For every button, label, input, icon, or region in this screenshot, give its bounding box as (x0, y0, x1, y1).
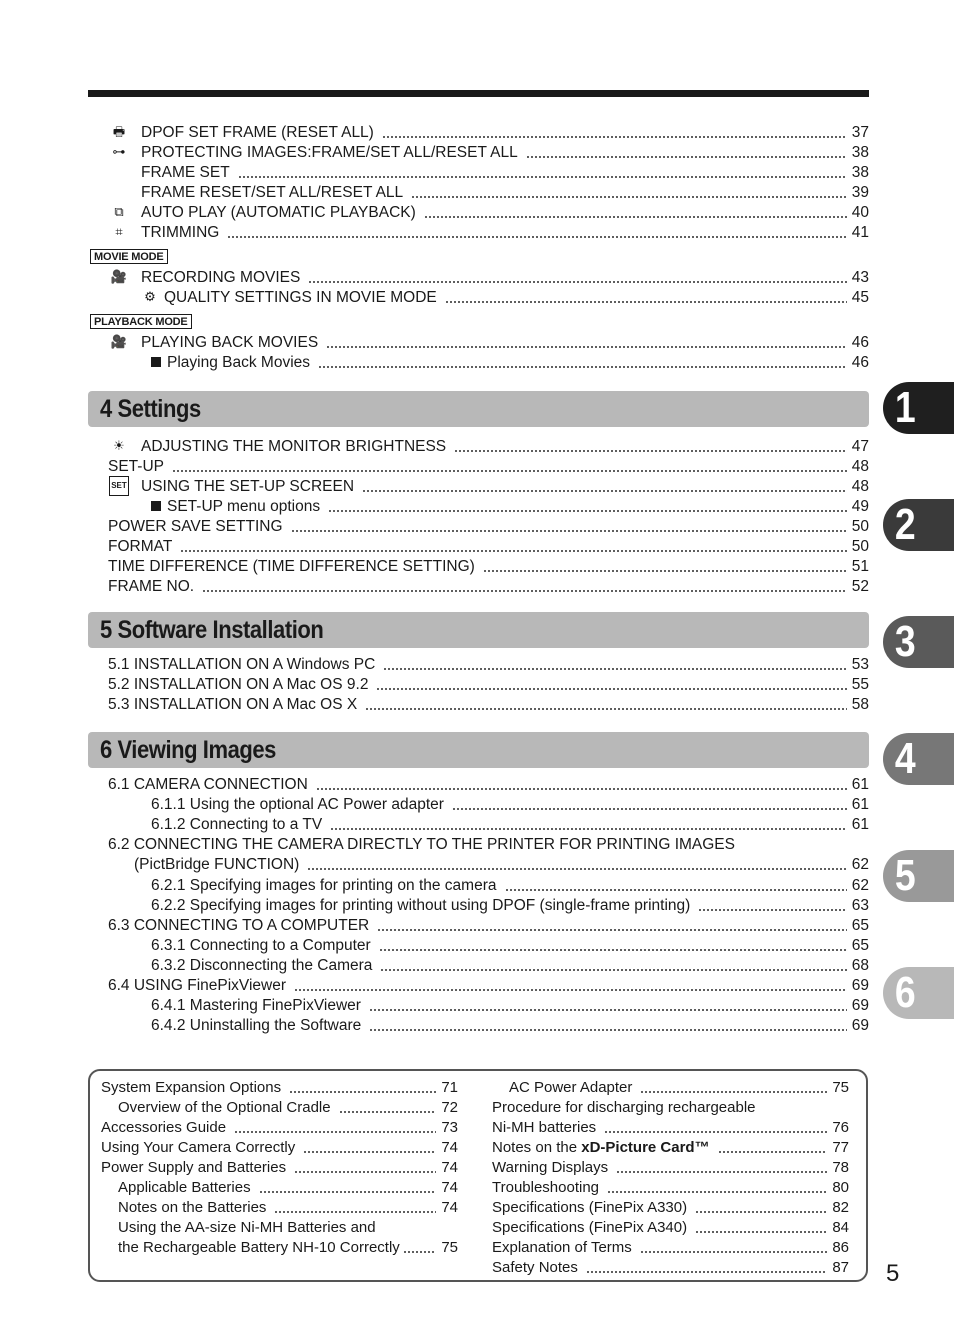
toc-entry[interactable]: 6.4 USING FinePixViewer 69 (108, 977, 869, 994)
toc-entry[interactable]: POWER SAVE SETTING 50 (108, 518, 869, 535)
toc-entry[interactable]: Using Your Camera Correctly 74 (101, 1139, 458, 1156)
quality-settings-icon: ⚙ (144, 289, 156, 304)
toc-entry[interactable]: FRAME NO. 52 (108, 578, 869, 595)
toc-entry[interactable]: ⊶ PROTECTING IMAGES:FRAME/SET ALL/RESET ALL 38 (141, 142, 869, 162)
playback-mode-tag: PLAYBACK MODE (90, 314, 192, 329)
toc-entry[interactable]: Specifications (FinePix A340) 84 (492, 1219, 849, 1236)
section-5-heading: 5 Software Installation (88, 612, 869, 648)
toc-entry[interactable]: 6.4.1 Mastering FinePixViewer 69 (151, 997, 869, 1014)
toc-entry[interactable]: Notes on the xD-Picture Card™ 77 (492, 1139, 849, 1156)
toc-entry[interactable]: Warning Displays 78 (492, 1159, 849, 1176)
toc-entry[interactable]: 5.2 INSTALLATION ON A Mac OS 9.2 55 (108, 676, 869, 693)
toc-entry[interactable]: 6.1.1 Using the optional AC Power adapter 61 (151, 796, 869, 813)
set-icon: SET (109, 478, 129, 494)
toc-entry[interactable]: 6.3 CONNECTING TO A COMPUTER 65 (108, 917, 869, 934)
toc-entry[interactable]: 6.1.2 Connecting to a TV 61 (151, 816, 869, 833)
toc-entry[interactable]: System Expansion Options 71 (101, 1079, 458, 1096)
chapter-tab-2[interactable]: 2 (883, 499, 954, 551)
toc-entry[interactable]: Power Supply and Batteries 74 (101, 1159, 458, 1176)
toc-entry[interactable]: 6.1 CAMERA CONNECTION 61 (108, 776, 869, 793)
chapter-tab-3[interactable]: 3 (883, 616, 954, 668)
section-4-heading: 4 Settings (88, 391, 869, 427)
toc-entry[interactable]: (PictBridge FUNCTION) 62 (134, 856, 869, 873)
toc-entry[interactable]: 🖶 DPOF SET FRAME (RESET ALL) 37 (141, 122, 869, 142)
toc-entry[interactable]: 6.3.2 Disconnecting the Camera 68 (151, 957, 869, 974)
toc-entry[interactable]: Ni-MH batteries 76 (492, 1119, 849, 1136)
toc-entry[interactable]: ⚙ QUALITY SETTINGS IN MOVIE MODE 45 (164, 287, 869, 307)
toc-entry[interactable]: the Rechargeable Battery NH-10 Correctly 75 (118, 1239, 458, 1256)
trimming-icon: ⌗ (115, 224, 123, 239)
print-icon: 🖶 (112, 124, 126, 139)
toc-entry[interactable]: 🎥 PLAYING BACK MOVIES 46 (110, 334, 869, 351)
toc-entry[interactable]: Notes on the Batteries 74 (118, 1199, 458, 1216)
key-icon: ⊶ (112, 144, 126, 159)
toc-entry[interactable]: 5.3 INSTALLATION ON A Mac OS X 58 (108, 696, 869, 713)
toc-entry[interactable]: ⧉ AUTO PLAY (AUTOMATIC PLAYBACK) 40 (141, 202, 869, 222)
toc-entry[interactable]: FORMAT 50 (108, 538, 869, 555)
toc-entry[interactable]: Troubleshooting 80 (492, 1179, 849, 1196)
toc-entry[interactable]: ☀ ADJUSTING THE MONITOR BRIGHTNESS 47 (141, 436, 869, 456)
toc-entry[interactable]: Explanation of Terms 86 (492, 1239, 849, 1256)
toc-entry[interactable]: 6.3.1 Connecting to a Computer 65 (151, 937, 869, 954)
toc-entry[interactable]: 🎥 RECORDING MOVIES 43 (110, 269, 869, 286)
toc-entry[interactable]: 6.2 CONNECTING THE CAMERA DIRECTLY TO THE PRINTER FOR PRINTING IMAGES (108, 836, 735, 853)
movie-mode-tag: MOVIE MODE (90, 249, 168, 264)
toc-entry[interactable]: 5.1 INSTALLATION ON A Windows PC 53 (108, 656, 869, 673)
toc-entry[interactable]: SET USING THE SET-UP SCREEN 48 (141, 476, 869, 496)
toc-entry[interactable]: Playing Back Movies 46 (151, 352, 869, 372)
toc-entry[interactable]: SET-UP menu options 49 (151, 496, 869, 516)
brightness-icon: ☀ (113, 438, 125, 453)
toc-entry[interactable]: AC Power Adapter 75 (509, 1079, 849, 1096)
chapter-tab-4[interactable]: 4 (883, 733, 954, 785)
square-bullet-icon (151, 357, 161, 367)
toc-entry[interactable]: SET-UP 48 (108, 458, 869, 475)
toc-entry[interactable]: 6.2.1 Specifying images for printing on the camera 62 (151, 877, 869, 894)
movie-icon: 🎥 (110, 269, 128, 284)
chapter-tab-5[interactable]: 5 (883, 850, 954, 902)
toc-entry[interactable]: Using the AA-size Ni-MH Batteries and (118, 1219, 376, 1236)
toc-entry[interactable]: 6.4.2 Uninstalling the Software 69 (151, 1017, 869, 1034)
chapter-tab-6[interactable]: 6 (883, 967, 954, 1019)
toc-entry[interactable]: Accessories Guide 73 (101, 1119, 458, 1136)
top-rule (88, 90, 869, 97)
toc-entry[interactable]: ⌗ TRIMMING 41 (141, 222, 869, 242)
toc-entry[interactable]: Overview of the Optional Cradle 72 (118, 1099, 458, 1116)
toc-entry[interactable]: 6.2.2 Specifying images for printing without using DPOF (single-frame printing) 63 (151, 897, 869, 914)
square-bullet-icon (151, 501, 161, 511)
autoplay-icon: ⧉ (114, 204, 124, 219)
toc-entry[interactable]: Applicable Batteries 74 (118, 1179, 458, 1196)
appendix-box (88, 1069, 868, 1282)
chapter-tab-1[interactable]: 1 (883, 382, 954, 434)
toc-entry[interactable]: FRAME SET 38 (141, 164, 869, 181)
toc-entry[interactable]: FRAME RESET/SET ALL/RESET ALL 39 (141, 184, 869, 201)
toc-entry[interactable]: TIME DIFFERENCE (TIME DIFFERENCE SETTING) 51 (108, 558, 869, 575)
section-6-heading: 6 Viewing Images (88, 732, 869, 768)
toc-entry[interactable]: Safety Notes 87 (492, 1259, 849, 1276)
movie-icon: 🎥 (110, 334, 128, 349)
toc-entry[interactable]: Specifications (FinePix A330) 82 (492, 1199, 849, 1216)
toc-entry[interactable]: Procedure for discharging rechargeable (492, 1099, 756, 1116)
page-number: 5 (886, 1260, 900, 1287)
